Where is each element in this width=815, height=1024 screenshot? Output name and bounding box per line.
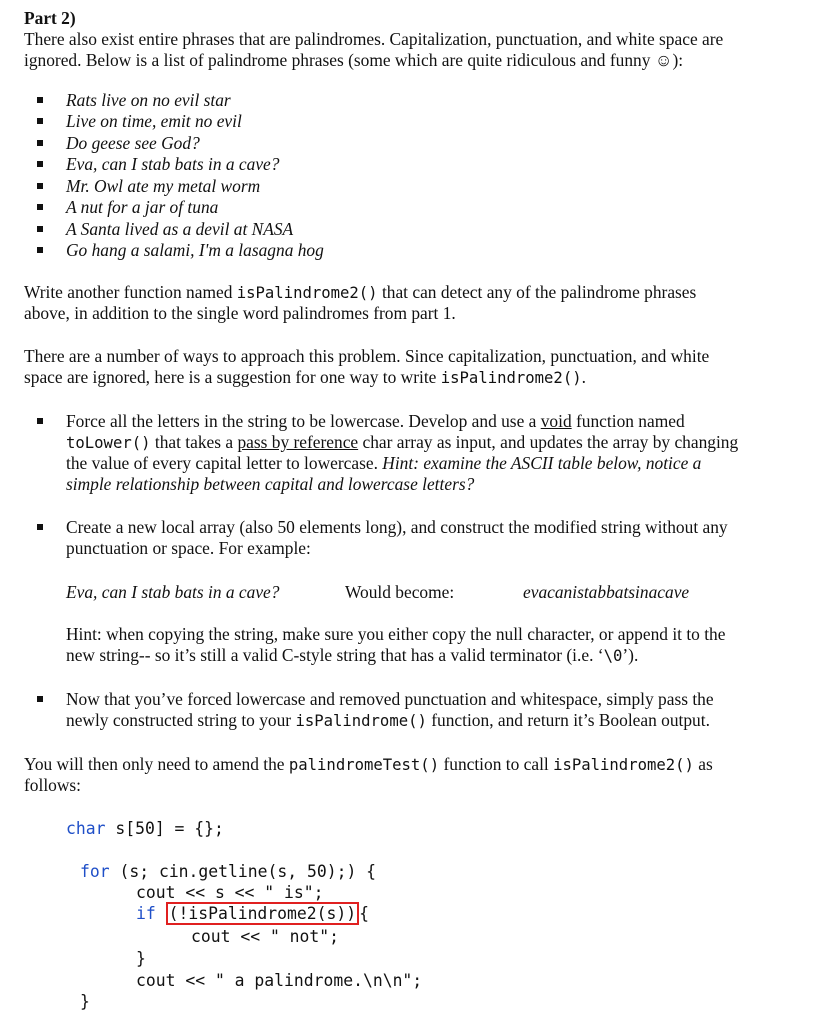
bullet-icon (37, 696, 43, 702)
step2-hint-line-1: Hint: when copying the string, make sure you either copy the null character, or append it to the (66, 624, 726, 644)
approach-line-1: There are a number of ways to approach this problem. Since capitalization, punctuation, and white (24, 346, 710, 366)
step3-text: newly constructed string to your (66, 710, 292, 730)
step1-line-3 (66, 453, 701, 474)
code-keyword: if (136, 904, 156, 923)
step2-line-1: Create a new local array (also 50 elements long), and construct the modified string without any (66, 517, 728, 537)
task-line-2: above, in addition to the single word palindromes from part 1. (24, 303, 456, 323)
amend-line-1 (24, 754, 713, 776)
code-keyword: char (66, 819, 106, 838)
function-name: isPalindrome2() (440, 369, 582, 387)
amend-text: as (698, 754, 713, 774)
amend-line-2: follows: (24, 775, 82, 795)
step1-line-4: simple relationship between capital and lowercase letters? (66, 474, 475, 494)
bullet-icon (37, 204, 43, 210)
example-would-become: Would become: (345, 582, 455, 602)
task-line-1 (24, 282, 696, 304)
code-line-5: cout << " not"; (191, 927, 340, 946)
step3-line-2 (66, 710, 710, 732)
approach-text: space are ignored, here is a suggestion for one way to write (24, 367, 437, 387)
intro-line-2: ignored. Below is a list of palindrome phrases (some which are quite ridiculous and funny ☺): (24, 50, 684, 70)
code-line-1 (66, 818, 224, 839)
null-terminator: \0 (603, 647, 623, 665)
step3-line-1: Now that you’ve forced lowercase and removed punctuation and whitespace, simply pass the (66, 689, 714, 709)
highlighted-call: (!isPalindrome2(s)) (166, 902, 360, 925)
task-text-a: Write another function named (24, 282, 233, 302)
pass-by-reference-term: pass by reference (237, 432, 359, 452)
bullet-icon (37, 97, 43, 103)
code-keyword: for (80, 862, 110, 881)
step1-text: that takes a (154, 432, 234, 452)
function-name: isPalindrome2() (236, 284, 378, 302)
step3-text: function, and return it’s Boolean output. (431, 710, 710, 730)
step1-text: the value of every capital letter to lowercase. (66, 453, 378, 473)
list-item: Do geese see God? (66, 133, 200, 153)
amend-text: You will then only need to amend the (24, 754, 285, 774)
approach-line-2 (24, 367, 586, 389)
list-item: Mr. Owl ate my metal worm (66, 176, 261, 196)
function-name: isPalindrome() (295, 712, 427, 730)
function-name: isPalindrome2() (553, 756, 694, 774)
bullet-icon (37, 140, 43, 146)
example-input: Eva, can I stab bats in a cave? (66, 582, 280, 602)
page-title: Part 2) (24, 8, 76, 28)
code-text: s[50] = {}; (105, 819, 224, 838)
step2-line-2: punctuation or space. For example: (66, 538, 311, 558)
example-output: evacanistabbatsinacave (523, 582, 690, 602)
bullet-icon (37, 247, 43, 253)
list-item: A Santa lived as a devil at NASA (66, 219, 294, 239)
function-name: toLower() (66, 434, 151, 452)
list-item: Eva, can I stab bats in a cave? (66, 154, 280, 174)
terminator-open: ‘ (597, 645, 604, 665)
approach-period: . (581, 367, 586, 387)
code-line-8: } (80, 992, 90, 1011)
list-item: Go hang a salami, I'm a lasagna hog (66, 240, 324, 260)
code-text: (s; cin.getline(s, 50);) { (109, 862, 377, 881)
code-line-3: cout << s << " is"; (136, 883, 324, 902)
list-item: Rats live on no evil star (66, 90, 231, 110)
intro-line-1: There also exist entire phrases that are palindromes. Capitalization, punctuation, and white space are (24, 29, 724, 49)
void-term: void (540, 411, 572, 431)
step1-text: function named (576, 411, 685, 431)
step1-hint: Hint: examine the ASCII table below, notice a (382, 453, 702, 473)
amend-text: function to call (443, 754, 549, 774)
step2-hint-text: new string-- so it’s still a valid C-style string that has a valid terminator (i.e. (66, 645, 594, 665)
bullet-icon (37, 524, 43, 530)
bullet-icon (37, 161, 43, 167)
function-name: palindromeTest() (288, 756, 440, 774)
list-item: A nut for a jar of tuna (66, 197, 219, 217)
list-item: Live on time, emit no evil (66, 111, 242, 131)
bullet-icon (37, 118, 43, 124)
bullet-icon (37, 418, 43, 424)
terminator-close: ’). (622, 645, 639, 665)
step1-text: Force all the letters in the string to be lowercase. Develop and use a (66, 411, 537, 431)
step1-text: char array as input, and updates the array by changing (362, 432, 739, 452)
bullet-icon (37, 183, 43, 189)
bullet-icon (37, 226, 43, 232)
step1-line-2 (66, 432, 738, 454)
task-text-b: that can detect any of the palindrome phrases (381, 282, 697, 302)
code-text: { (359, 904, 369, 923)
code-line-4 (136, 903, 369, 924)
code-line-6: } (136, 949, 146, 968)
step2-hint-line-2 (66, 645, 638, 667)
step1-line-1 (66, 411, 685, 432)
code-line-2 (80, 861, 376, 882)
code-line-7: cout << " a palindrome.\n\n"; (136, 971, 423, 990)
